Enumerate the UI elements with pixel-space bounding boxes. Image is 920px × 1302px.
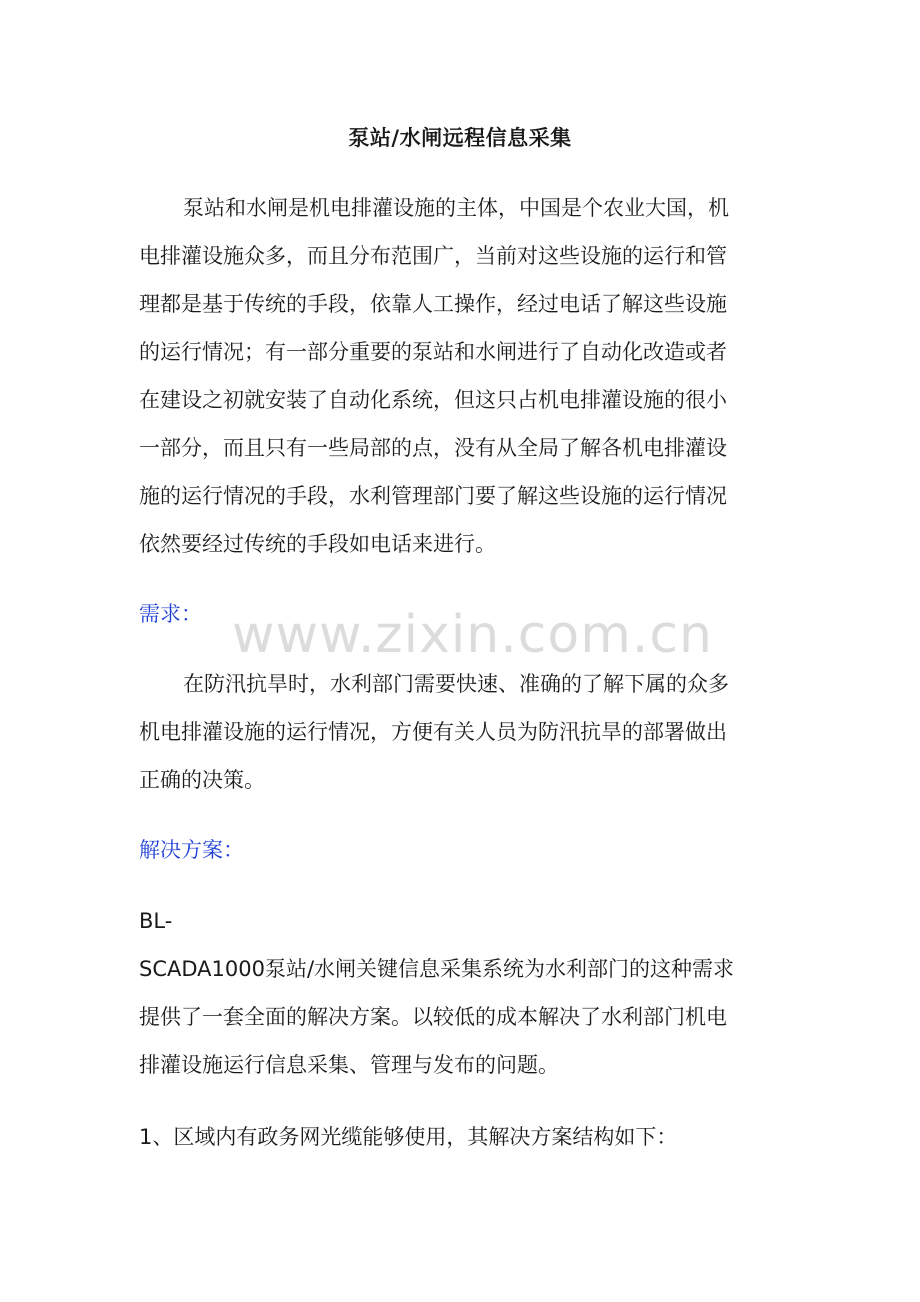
solution-line: BL- — [139, 909, 173, 933]
watermark: www.zixin.com.cn — [232, 605, 713, 665]
requirement-heading: 需求： — [139, 602, 202, 626]
intro-line: 电排灌设施众多，而且分布范围广，当前对这些设施的运行和管 — [139, 244, 727, 268]
requirement-line: 在防汛抗旱时，水利部门需要快速、准确的了解下属的众多 — [183, 672, 729, 696]
intro-line: 一部分，而且只有一些局部的点，没有从全局了解各机电排灌设 — [139, 436, 727, 460]
solution-heading: 解决方案： — [139, 838, 244, 862]
intro-line: 在建设之初就安装了自动化系统，但这只占机电排灌设施的很小 — [139, 388, 727, 412]
item-1-line: 1、区域内有政务网光缆能够使用，其解决方案结构如下： — [139, 1125, 678, 1149]
document-title: 泵站/水闸远程信息采集 — [348, 126, 572, 150]
requirement-line: 机电排灌设施的运行情况，方便有关人员为防汛抗旱的部署做出 — [139, 720, 727, 744]
intro-line: 施的运行情况的手段，水利管理部门要了解这些设施的运行情况 — [139, 484, 727, 508]
intro-line: 泵站和水闸是机电排灌设施的主体，中国是个农业大国，机 — [183, 196, 729, 220]
intro-paragraph — [139, 184, 779, 568]
intro-line: 依然要经过传统的手段如电话来进行。 — [139, 532, 496, 556]
item-1-paragraph — [139, 1113, 779, 1161]
solution-line: 排灌设施运行信息采集、管理与发布的问题。 — [139, 1053, 559, 1077]
solution-line: 提供了一套全面的解决方案。以较低的成本解决了水利部门机电 — [139, 1005, 727, 1029]
requirement-line: 正确的决策。 — [139, 768, 265, 792]
intro-line: 的运行情况；有一部分重要的泵站和水闸进行了自动化改造或者 — [139, 340, 727, 364]
solution-line: SCADA1000泵站/水闸关键信息采集系统为水利部门的这种需求 — [139, 957, 735, 981]
intro-line: 理都是基于传统的手段，依靠人工操作，经过电话了解这些设施 — [139, 292, 727, 316]
requirement-paragraph — [139, 660, 779, 804]
solution-paragraph — [139, 897, 779, 1089]
